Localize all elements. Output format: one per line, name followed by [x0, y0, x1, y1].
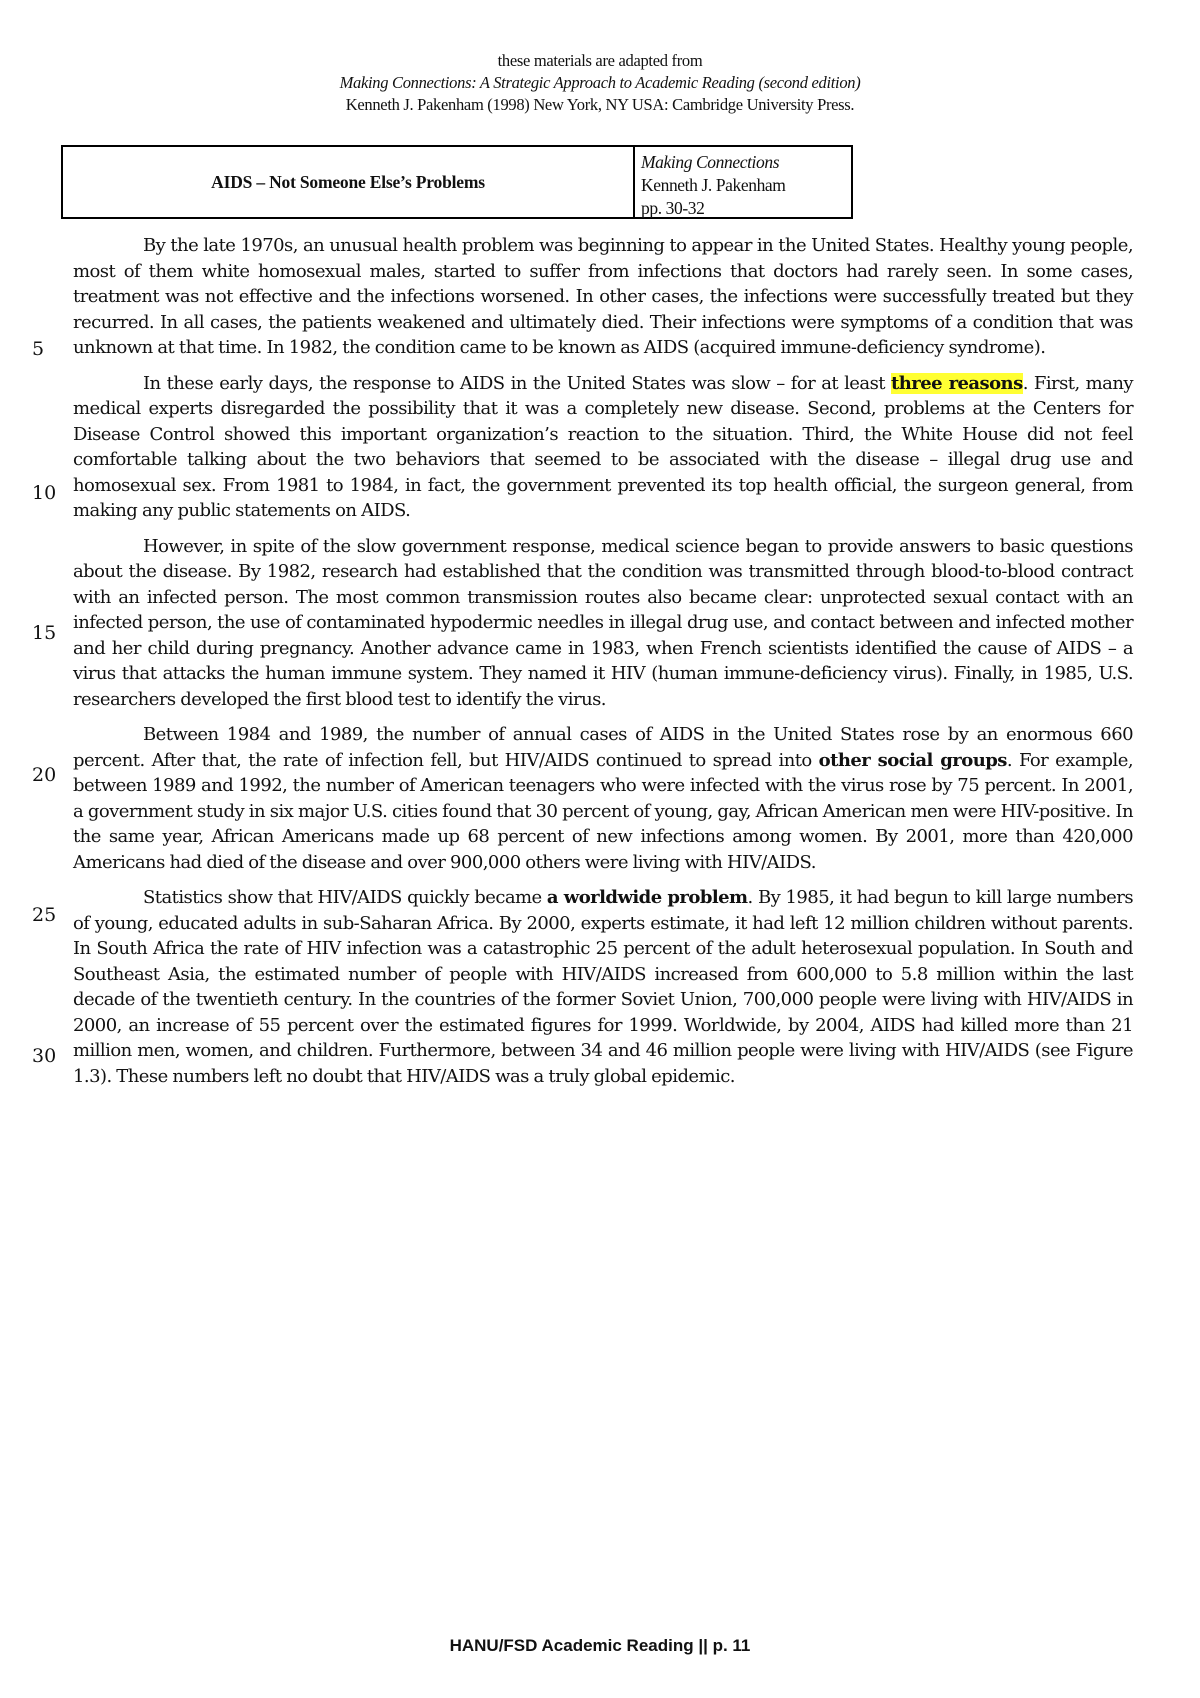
- reading-title: AIDS – Not Someone Else’s Problems: [63, 147, 635, 217]
- paragraph-5-text-cont: . By 1985, it had begun to kill large numbers of young, educated adults in sub-Saharan Africa. By 2000, experts estimate, it had left 12 million children without parents. In South Africa the rate of HIV infection was a catastrophic 25 percent of the adult heterosexual population. In South and Southeast Asia, the estimated number of people with HIV/AIDS increased from 600,000 to 5.8 million within the last decade of the twentieth century. In the countries of the former Soviet Union, 700,000 people were living with HIV/AIDS in 2000, an increase of 55 percent over the estimated figures for 1999. Worldwide, by 2004, AIDS had killed more than 21 million men, women, and children. Furthermore, between 34 and 46 million people were living with HIV/AIDS (see Figure 1.3). These numbers left no doubt that HIV/AIDS was a truly global epidemic.: [73, 887, 1134, 1087]
- paragraph-4-text: Between 1984 and 1989, the number of annual cases of AIDS in the United States rose by an enormous 660 percent. After that, the rate of infection fell, but HIV/AIDS continued to spread into: [73, 724, 1133, 771]
- page-footer: HANU/FSD Academic Reading || p. 11: [449, 1636, 751, 1655]
- paragraph-5-text: Statistics show that HIV/AIDS quickly became: [143, 887, 547, 908]
- source-note: [0, 50, 1200, 116]
- line-number: 15: [32, 622, 57, 644]
- paragraph-2-text-cont: . First, many medical experts disregarded the possibility that it was a completely new disease. Second, problems at the Centers for Disease Control showed this important organization’s reaction to the situation. Third, the White House did not feel comfortable talking about the two behaviors that seemed to be associated with the disease – illegal drug use and homosexual sex. From 1981 to 1984, in fact, the government prevented its top health official, the surgeon general, from making any public statements on AIDS.: [73, 372, 1133, 521]
- reference-author: Kenneth J. Pakenham: [641, 175, 786, 195]
- paragraph-4: [73, 722, 1133, 875]
- reference-book: Making Connections: [641, 152, 780, 172]
- paragraph-5: [73, 885, 1133, 1089]
- line-number: 20: [32, 764, 57, 786]
- reference-pages: pp. 30-32: [641, 198, 705, 218]
- line-number: 30: [32, 1045, 57, 1067]
- paragraph-3: However, in spite of the slow government response, medical science began to provide answers to basic questions about the disease. By 1982, research had established that the condition was transmitted through blood-to-blood contract with an infected person. The most common transmission routes also became clear: unprotected sexual contact with an infected person, the use of contaminated hypodermic needles in illegal drug use, and contact between and infected mother and her child during pregnancy. Another advance came in 1983, when French scientists identified the cause of AIDS – a virus that attacks the human immune system. They named it HIV (human immune-deficiency virus). Finally, in 1985, U.S. researchers developed the first blood test to identify the virus.: [73, 535, 1133, 710]
- highlighted-phrase: three reasons: [890, 372, 1023, 394]
- paragraph-2-text: In these early days, the response to AIDS in the United States was slow – for at least: [143, 372, 891, 394]
- reference-cell: [635, 147, 851, 217]
- source-publisher: Kenneth J. Pakenham (1998) New York, NY USA: Cambridge University Press.: [345, 95, 855, 114]
- source-book-title: Making Connections: A Strategic Approach to Academic Reading (second edition): [339, 73, 861, 92]
- reading-text: [73, 233, 1133, 1099]
- line-number: 25: [32, 904, 57, 926]
- source-line-1: these materials are adapted from: [497, 51, 703, 70]
- bold-phrase: a worldwide problem: [546, 887, 748, 908]
- line-number: 5: [32, 338, 45, 360]
- paragraph-2: [73, 371, 1133, 524]
- paragraph-1: By the late 1970s, an unusual health problem was beginning to appear in the United States. Healthy young people, most of them white homosexual males, started to suffer from infections that doctors had rarely seen. In some cases, treatment was not effective and the infections worsened. In other cases, the infections were successfully treated but they recurred. In all cases, the patients weakened and ultimately died. Their infections were symptoms of a condition that was unknown at that time. In 1982, the condition came to be known as AIDS (acquired immune-deficiency syndrome).: [73, 235, 1133, 358]
- line-number: 10: [32, 482, 57, 504]
- bold-phrase: other social groups: [818, 749, 1007, 771]
- title-box: [61, 145, 853, 219]
- paragraph-4-text-cont: . For example, between 1989 and 1992, the number of American teenagers who were infected with the virus rose by 75 percent. In 2001, a government study in six major U.S. cities found that 30 percent of young, gay, African American men were HIV-positive. In the same year, African Americans made up 68 percent of new infections among women. By 2001, more than 420,000 Americans had died of the disease and over 900,000 others were living with HIV/AIDS.: [73, 749, 1134, 873]
